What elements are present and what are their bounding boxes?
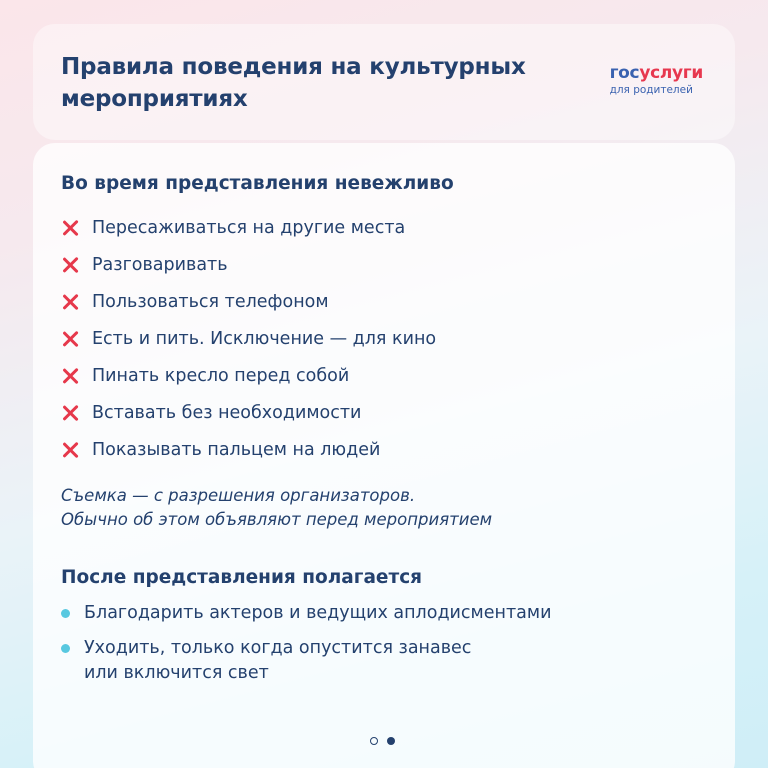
list-item [61,431,436,468]
cross-icon [61,330,79,348]
gosuslugi-logo [610,64,703,97]
rule-text: Показывать пальцем на людей [92,439,381,460]
after-text: Уходить, только когда опустится занавес или включится свет [84,638,472,683]
pager-dot-1[interactable] [370,737,378,745]
cross-icon [61,293,79,311]
during-heading: Во время представления невежливо [61,173,454,194]
logo-wordmark [610,64,703,82]
rule-text: Есть и пить. Исключение — для кино [92,328,437,349]
rule-text: Пересаживаться на другие места [92,217,406,238]
logo-part-uslugi: услуги [639,63,703,83]
list-item [61,320,436,357]
carousel-pager [370,737,395,745]
list-item [61,601,551,626]
note-line-1: Съемка — с разрешения организаторов. [61,486,416,505]
cross-icon [61,404,79,422]
rule-text: Пользоваться телефоном [92,291,329,312]
cross-icon [61,219,79,237]
cross-icon [61,441,79,459]
list-item [61,636,551,686]
photo-note [61,484,492,532]
during-rules-list [61,209,436,468]
note-line-2: Обычно об этом объявляют перед мероприятием [61,510,493,529]
rule-text: Разговаривать [92,254,228,275]
pager-dot-2[interactable] [387,737,395,745]
content-card [33,143,735,768]
after-rules-list [61,601,551,696]
cross-icon [61,367,79,385]
after-heading: После представления полагается [61,567,423,588]
logo-part-gos: гос [609,63,640,83]
logo-subtitle: для родителей [609,84,693,96]
header-card [33,24,735,140]
list-item [61,246,436,283]
rule-text: Вставать без необходимости [92,402,362,423]
page-title: Правила поведения на культурных мероприятиях [61,54,526,112]
list-item [61,283,436,320]
list-item [61,394,436,431]
rule-text: Пинать кресло перед собой [92,365,350,386]
list-item [61,357,436,394]
after-text: Благодарить актеров и ведущих аплодисментами [84,603,552,623]
dot-icon [61,609,70,618]
dot-icon [61,644,70,653]
list-item [61,209,436,246]
cross-icon [61,256,79,274]
